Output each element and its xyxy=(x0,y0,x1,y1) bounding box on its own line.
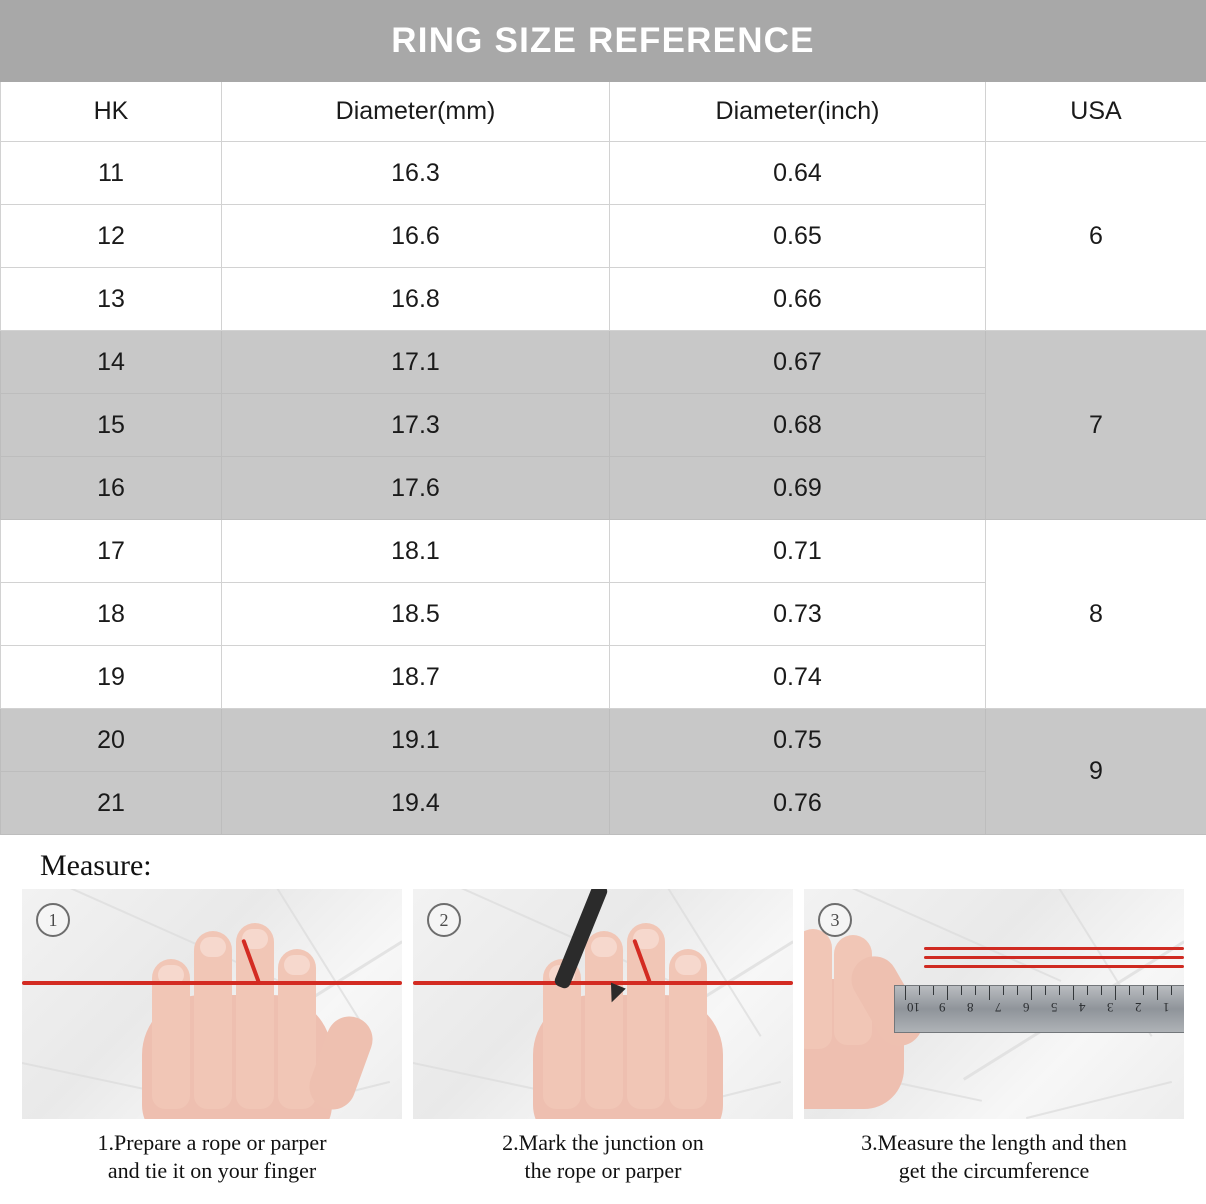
cell-hk: 17 xyxy=(1,520,222,583)
table-row xyxy=(1,709,1206,772)
cell-diameter-mm: 17.1 xyxy=(222,331,610,394)
caption-line-1: 2.Mark the junction on xyxy=(502,1130,704,1155)
cell-diameter-inch: 0.73 xyxy=(610,583,986,646)
cell-diameter-inch: 0.64 xyxy=(610,142,986,205)
measure-heading: Measure: xyxy=(40,849,152,882)
red-rope xyxy=(413,981,793,985)
cell-diameter-inch: 0.76 xyxy=(610,772,986,835)
cell-hk: 15 xyxy=(1,394,222,457)
column-header-diameter-inch: Diameter(inch) xyxy=(610,82,986,142)
table-body xyxy=(1,142,1206,835)
ruler-number: 7 xyxy=(995,1000,1002,1015)
table-header xyxy=(1,82,1206,142)
cell-diameter-inch: 0.67 xyxy=(610,331,986,394)
ruler-number: 1 xyxy=(1163,1000,1170,1015)
cell-diameter-mm: 16.8 xyxy=(222,268,610,331)
cell-hk: 19 xyxy=(1,646,222,709)
finger xyxy=(194,931,232,1109)
cell-hk: 18 xyxy=(1,583,222,646)
cell-hk: 14 xyxy=(1,331,222,394)
column-header-diameter-mm: Diameter(mm) xyxy=(222,82,610,142)
cell-diameter-inch: 0.74 xyxy=(610,646,986,709)
measure-section xyxy=(0,835,1206,1184)
column-header-hk: HK xyxy=(1,82,222,142)
table-row xyxy=(1,520,1206,583)
table-header-row xyxy=(1,82,1206,142)
finger xyxy=(804,929,832,1049)
table-row xyxy=(1,142,1206,205)
cell-diameter-mm: 16.6 xyxy=(222,205,610,268)
step-number-badge: 3 xyxy=(818,903,852,937)
caption-line-2: the rope or parper xyxy=(524,1157,682,1183)
caption-line-1: 3.Measure the length and then xyxy=(861,1130,1127,1155)
finger xyxy=(669,949,707,1109)
cell-usa: 7 xyxy=(986,331,1206,520)
cell-diameter-inch: 0.68 xyxy=(610,394,986,457)
ring-size-table xyxy=(0,82,1206,835)
cell-diameter-inch: 0.66 xyxy=(610,268,986,331)
ruler-number: 5 xyxy=(1051,1000,1058,1015)
finger xyxy=(236,923,274,1109)
column-header-usa: USA xyxy=(986,82,1206,142)
caption-line-2: get the circumference xyxy=(898,1157,1090,1183)
cell-diameter-inch: 0.71 xyxy=(610,520,986,583)
step-3-photo xyxy=(804,889,1184,1119)
cell-diameter-mm: 19.4 xyxy=(222,772,610,835)
cell-diameter-mm: 16.3 xyxy=(222,142,610,205)
ruler-number: 4 xyxy=(1079,1000,1086,1015)
measure-step-1 xyxy=(22,889,402,1184)
cell-usa: 8 xyxy=(986,520,1206,709)
cell-hk: 13 xyxy=(1,268,222,331)
ruler-number: 2 xyxy=(1135,1000,1142,1015)
cell-diameter-mm: 17.3 xyxy=(222,394,610,457)
page-title-bar xyxy=(0,0,1206,82)
table-row xyxy=(1,331,1206,394)
measure-step-2 xyxy=(413,889,793,1184)
cell-diameter-mm: 18.1 xyxy=(222,520,610,583)
cell-diameter-inch: 0.69 xyxy=(610,457,986,520)
cell-hk: 11 xyxy=(1,142,222,205)
red-rope xyxy=(22,981,402,985)
step-2-photo xyxy=(413,889,793,1119)
step-1-caption xyxy=(22,1119,402,1184)
caption-line-1: 1.Prepare a rope or parper xyxy=(97,1130,327,1155)
ruler-number: 8 xyxy=(967,1000,974,1015)
caption-line-2: and tie it on your finger xyxy=(107,1157,317,1183)
cell-diameter-mm: 18.5 xyxy=(222,583,610,646)
step-2-caption xyxy=(413,1119,793,1184)
ruler-number: 6 xyxy=(1023,1000,1030,1015)
cell-diameter-mm: 18.7 xyxy=(222,646,610,709)
measure-steps xyxy=(0,889,1206,1184)
cell-hk: 21 xyxy=(1,772,222,835)
step-1-photo xyxy=(22,889,402,1119)
page-title: RING SIZE REFERENCE xyxy=(391,21,815,60)
ruler-number: 9 xyxy=(939,1000,946,1015)
finger xyxy=(585,931,623,1109)
cell-usa: 6 xyxy=(986,142,1206,331)
cell-hk: 12 xyxy=(1,205,222,268)
finger xyxy=(627,923,665,1109)
step-3-caption xyxy=(804,1119,1184,1184)
red-rope-lines xyxy=(924,947,1184,974)
ruler-ticks xyxy=(895,986,1184,1000)
cell-usa: 9 xyxy=(986,709,1206,835)
cell-diameter-inch: 0.65 xyxy=(610,205,986,268)
cell-hk: 16 xyxy=(1,457,222,520)
ruler-number: 3 xyxy=(1107,1000,1114,1015)
cell-diameter-mm: 19.1 xyxy=(222,709,610,772)
step-number-badge: 1 xyxy=(36,903,70,937)
cell-diameter-mm: 17.6 xyxy=(222,457,610,520)
ruler xyxy=(894,985,1184,1033)
cell-hk: 20 xyxy=(1,709,222,772)
step-number-badge: 2 xyxy=(427,903,461,937)
ruler-number: 10 xyxy=(907,1000,920,1015)
measure-step-3 xyxy=(804,889,1184,1184)
cell-diameter-inch: 0.75 xyxy=(610,709,986,772)
